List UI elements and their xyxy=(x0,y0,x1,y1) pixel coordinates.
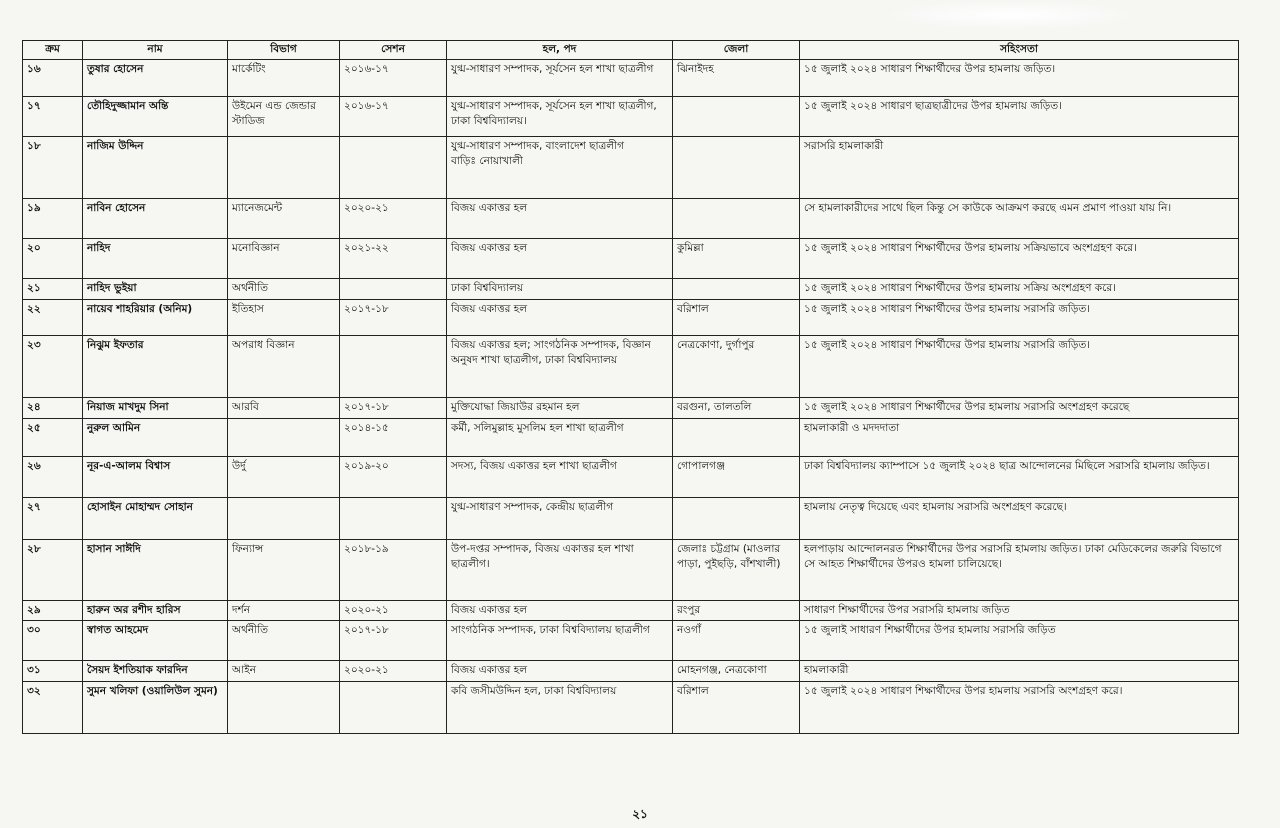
cell-name: স্বাগত আহমেদ xyxy=(83,621,228,661)
cell-hall-post: উপ-দপ্তর সম্পাদক, বিজয় একাত্তর হল শাখা ছাত্রলীগ। xyxy=(447,540,673,601)
cell-district xyxy=(673,419,800,457)
cell-department xyxy=(228,682,340,734)
cell-hall-post: সদস্য, বিজয় একাত্তর হল শাখা ছাত্রলীগ xyxy=(447,457,673,498)
cell-district: কুমিল্লা xyxy=(673,239,800,279)
cell-hall-post: সাংগঠনিক সম্পাদক, ঢাকা বিশ্ববিদ্যালয় ছাত্রলীগ xyxy=(447,621,673,661)
cell-hall-post: ঢাকা বিশ্ববিদ্যালয় xyxy=(447,279,673,300)
header-violence: সহিংসতা xyxy=(800,41,1239,60)
cell-department xyxy=(228,498,340,540)
cell-department: ইতিহাস xyxy=(228,300,340,336)
cell-violence: ঢাকা বিশ্ববিদ্যালয় ক্যাম্পাসে ১৫ জুলাই ২০২৪ ছাত্র আন্দোলনের মিছিলে সরাসরি হামলায় জড়িত। xyxy=(800,457,1239,498)
cell-serial: ২৩ xyxy=(23,336,83,398)
photo-glare xyxy=(880,0,1140,30)
cell-serial: ২৯ xyxy=(23,601,83,621)
cell-hall-post: যুগ্ম-সাধারণ সম্পাদক, সূর্যসেন হল শাখা ছাত্রলীগ xyxy=(447,60,673,97)
table-row xyxy=(23,661,1239,682)
cell-violence: ১৫ জুলাই ২০২৪ সাধারণ শিক্ষার্থীদের উপর হামলায় সরাসরি জড়িত। xyxy=(800,300,1239,336)
cell-serial: ১৯ xyxy=(23,199,83,239)
cell-district: ঝিনাইদহ xyxy=(673,60,800,97)
header-session: সেশন xyxy=(340,41,447,60)
cell-name: নুরুল আমিন xyxy=(83,419,228,457)
cell-name: হারুন অর রশীদ হারিস xyxy=(83,601,228,621)
table-row xyxy=(23,199,1239,239)
cell-name: নাবিন হোসেন xyxy=(83,199,228,239)
cell-violence: সে হামলাকারীদের সাথে ছিল কিন্তু সে কাউকে আক্রমণ করছে এমন প্রমাণ পাওয়া যায় নি। xyxy=(800,199,1239,239)
page-number: ২১ xyxy=(632,807,648,821)
cell-department: উইমেন এন্ড জেন্ডার স্টাডিজ xyxy=(228,97,340,137)
cell-session: ২০১৪-১৫ xyxy=(340,419,447,457)
cell-department: ম্যানেজমেন্ট xyxy=(228,199,340,239)
cell-serial: ২৭ xyxy=(23,498,83,540)
cell-district: জেলাঃ চট্টগ্রাম (মাওলার পাড়া, পুইছড়ি, বাঁশখালী) xyxy=(673,540,800,601)
cell-violence: হলপাড়ায় আন্দোলনরত শিক্ষার্থীদের উপর সরাসরি হামলায় জড়িত। ঢাকা মেডিকেলের জরুরি বিভাগে সে আহত শিক্ষার্থীদের উপরও হামলা চালিয়েছে। xyxy=(800,540,1239,601)
cell-serial: ৩২ xyxy=(23,682,83,734)
cell-department: আরবি xyxy=(228,398,340,419)
cell-session xyxy=(340,682,447,734)
table-row xyxy=(23,336,1239,398)
cell-hall-post: কর্মী, সলিমুল্লাহ মুসলিম হল শাখা ছাত্রলীগ xyxy=(447,419,673,457)
cell-department: দর্শন xyxy=(228,601,340,621)
cell-violence: ১৫ জুলাই ২০২৪ সাধারণ শিক্ষার্থীদের উপর হামলায় জড়িত। xyxy=(800,60,1239,97)
cell-name: নূর-এ-আলম বিশ্বাস xyxy=(83,457,228,498)
table-header-row xyxy=(23,41,1239,60)
cell-session: ২০২০-২১ xyxy=(340,199,447,239)
cell-serial: ১৬ xyxy=(23,60,83,97)
table-row xyxy=(23,300,1239,336)
cell-district: নেত্রকোণা, দুর্গাপুর xyxy=(673,336,800,398)
header-department: বিভাগ xyxy=(228,41,340,60)
table-row xyxy=(23,398,1239,419)
cell-session xyxy=(340,137,447,199)
cell-serial: ২২ xyxy=(23,300,83,336)
cell-session xyxy=(340,336,447,398)
table-row xyxy=(23,457,1239,498)
cell-name: নায়েব শাহরিয়ার (অনিম) xyxy=(83,300,228,336)
cell-district: বরিশাল xyxy=(673,682,800,734)
cell-serial: ২৮ xyxy=(23,540,83,601)
cell-department: উর্দু xyxy=(228,457,340,498)
cell-session: ২০১৬-১৭ xyxy=(340,60,447,97)
table-row xyxy=(23,279,1239,300)
cell-serial: ২৪ xyxy=(23,398,83,419)
cell-hall-post: যুগ্ম-সাধারণ সম্পাদক, বাংলাদেশ ছাত্রলীগ বাড়িঃ নোয়াখালী xyxy=(447,137,673,199)
cell-hall-post: বিজয় একাত্তর হল xyxy=(447,601,673,621)
cell-department xyxy=(228,419,340,457)
header-district: জেলা xyxy=(673,41,800,60)
cell-serial: ৩০ xyxy=(23,621,83,661)
cell-violence: ১৫ জুলাই সাধারণ শিক্ষার্থীদের উপর হামলায় সরাসরি জড়িত xyxy=(800,621,1239,661)
cell-name: নিঝুম ইফতার xyxy=(83,336,228,398)
cell-hall-post: কবি জসীমউদ্দিন হল, ঢাকা বিশ্ববিদ্যালয় xyxy=(447,682,673,734)
cell-name: তুষার হোসেন xyxy=(83,60,228,97)
cell-hall-post: যুগ্ম-সাধারণ সম্পাদক, সূর্যসেন হল শাখা ছাত্রলীগ, ঢাকা বিশ্ববিদ্যালয়। xyxy=(447,97,673,137)
cell-hall-post: বিজয় একাত্তর হল xyxy=(447,199,673,239)
cell-serial: ২৬ xyxy=(23,457,83,498)
cell-district xyxy=(673,279,800,300)
table-row xyxy=(23,540,1239,601)
cell-name: নাহিদ xyxy=(83,239,228,279)
cell-session: ২০১৯-২০ xyxy=(340,457,447,498)
header-serial: ক্রম xyxy=(23,41,83,60)
cell-violence: ১৫ জুলাই ২০২৪ সাধারণ শিক্ষার্থীদের উপর হামলায় সক্রিয়ভাবে অংশগ্রহণ করে। xyxy=(800,239,1239,279)
table-row xyxy=(23,601,1239,621)
cell-hall-post: মুক্তিযোদ্ধা জিয়াউর রহমান হল xyxy=(447,398,673,419)
table-row xyxy=(23,137,1239,199)
cell-session: ২০১৮-১৯ xyxy=(340,540,447,601)
cell-serial: ২০ xyxy=(23,239,83,279)
cell-name: সৈয়দ ইশতিয়াক ফারদিন xyxy=(83,661,228,682)
cell-session: ২০১৭-১৮ xyxy=(340,300,447,336)
cell-district xyxy=(673,137,800,199)
cell-hall-post: বিজয় একাত্তর হল; সাংগঠনিক সম্পাদক, বিজ্ঞান অনুষদ শাখা ছাত্রলীগ, ঢাকা বিশ্ববিদ্যালয় xyxy=(447,336,673,398)
cell-serial: ২৫ xyxy=(23,419,83,457)
cell-name: হাসান সাঈদি xyxy=(83,540,228,601)
cell-violence: হামলাকারী xyxy=(800,661,1239,682)
cell-district: রংপুর xyxy=(673,601,800,621)
cell-name: তৌহিদুজ্জামান অন্তি xyxy=(83,97,228,137)
cell-department: ফিন্যান্স xyxy=(228,540,340,601)
cell-hall-post: বিজয় একাত্তর হল xyxy=(447,661,673,682)
cell-violence: হামলায় নেতৃত্ব দিয়েছে এবং হামলায় সরাসরি অংশগ্রহণ করেছে। xyxy=(800,498,1239,540)
cell-department: মার্কেটিং xyxy=(228,60,340,97)
cell-violence: ১৫ জুলাই ২০২৪ সাধারণ ছাত্রছাত্রীদের উপর হামলায় জড়িত। xyxy=(800,97,1239,137)
cell-department xyxy=(228,137,340,199)
cell-department: অর্থনীতি xyxy=(228,621,340,661)
cell-violence: ১৫ জুলাই ২০২৪ সাধারণ শিক্ষার্থীদের উপর হামলায় সক্রিয় অংশগ্রহণ করে। xyxy=(800,279,1239,300)
header-name: নাম xyxy=(83,41,228,60)
cell-violence: ১৫ জুলাই ২০২৪ সাধারণ শিক্ষার্থীদের উপর হামলায় সরাসরি অংশগ্রহণ করেছে xyxy=(800,398,1239,419)
cell-violence: সাধারণ শিক্ষার্থীদের উপর সরাসরি হামলায় জড়িত xyxy=(800,601,1239,621)
cell-violence: ১৫ জুলাই ২০২৪ সাধারণ শিক্ষার্থীদের উপর হামলায় সরাসরি অংশগ্রহণ করে। xyxy=(800,682,1239,734)
table-body xyxy=(23,60,1239,734)
cell-violence: হামলাকারী ও মদদদাতা xyxy=(800,419,1239,457)
header-hall-post: হল, পদ xyxy=(447,41,673,60)
cell-session: ২০১৭-১৮ xyxy=(340,398,447,419)
cell-session xyxy=(340,498,447,540)
cell-department: মনোবিজ্ঞান xyxy=(228,239,340,279)
table-row xyxy=(23,498,1239,540)
cell-name: নিয়াজ মাখদুম সিনা xyxy=(83,398,228,419)
cell-district: বরিশাল xyxy=(673,300,800,336)
cell-district: গোপালগঞ্জ xyxy=(673,457,800,498)
cell-name: নাজিম উদ্দিন xyxy=(83,137,228,199)
table-row xyxy=(23,60,1239,97)
cell-hall-post: যুগ্ম-সাধারণ সম্পাদক, কেন্দ্রীয় ছাত্রলীগ xyxy=(447,498,673,540)
table-row xyxy=(23,419,1239,457)
cell-department: অর্থনীতি xyxy=(228,279,340,300)
cell-serial: ১৮ xyxy=(23,137,83,199)
cell-session: ২০২০-২১ xyxy=(340,661,447,682)
cell-department: অপরাধ বিজ্ঞান xyxy=(228,336,340,398)
cell-district: নওগাঁ xyxy=(673,621,800,661)
accused-list-table xyxy=(22,40,1239,734)
cell-hall-post: বিজয় একাত্তর হল xyxy=(447,300,673,336)
cell-district: বরগুনা, তালতলি xyxy=(673,398,800,419)
cell-session xyxy=(340,279,447,300)
cell-name: নাহিদ ভুইয়া xyxy=(83,279,228,300)
cell-serial: ১৭ xyxy=(23,97,83,137)
table-row xyxy=(23,621,1239,661)
cell-session: ২০১৬-১৭ xyxy=(340,97,447,137)
table-row xyxy=(23,239,1239,279)
cell-district: মোহনগঞ্জ, নেত্রকোণা xyxy=(673,661,800,682)
cell-session: ২০২১-২২ xyxy=(340,239,447,279)
cell-district xyxy=(673,199,800,239)
cell-serial: ৩১ xyxy=(23,661,83,682)
table-row xyxy=(23,682,1239,734)
cell-district xyxy=(673,97,800,137)
cell-session: ২০২০-২১ xyxy=(340,601,447,621)
cell-district xyxy=(673,498,800,540)
table-row xyxy=(23,97,1239,137)
cell-name: হোসাইন মোহাম্মদ সোহান xyxy=(83,498,228,540)
cell-department: আইন xyxy=(228,661,340,682)
cell-violence: ১৫ জুলাই ২০২৪ সাধারণ শিক্ষার্থীদের উপর হামলায় সরাসরি জড়িত। xyxy=(800,336,1239,398)
cell-serial: ২১ xyxy=(23,279,83,300)
cell-name: সুমন খলিফা (ওয়ালিউল সুমন) xyxy=(83,682,228,734)
cell-violence: সরাসরি হামলাকারী xyxy=(800,137,1239,199)
cell-session: ২০১৭-১৮ xyxy=(340,621,447,661)
cell-hall-post: বিজয় একাত্তর হল xyxy=(447,239,673,279)
